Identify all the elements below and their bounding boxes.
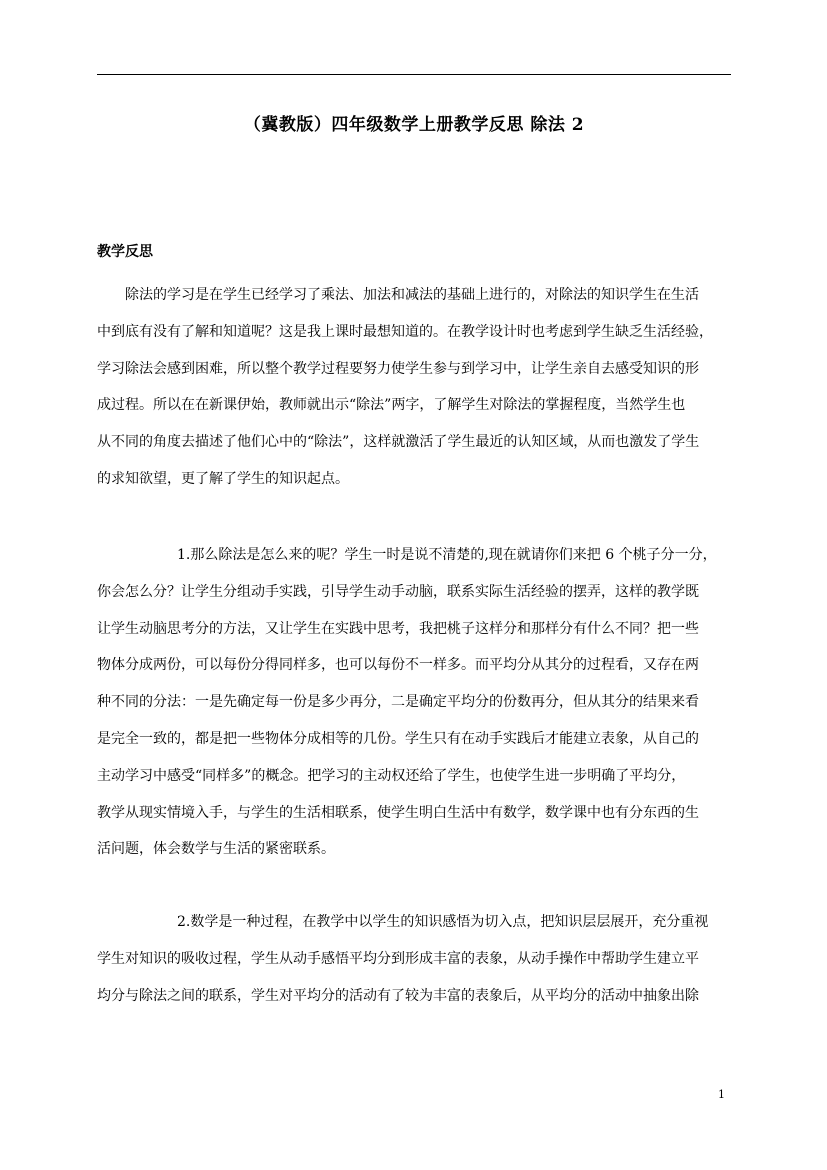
paragraph-line: 除法的学习是在学生已经学习了乘法、加法和减法的基础上进行的，对除法的知识学生在生活 — [125, 287, 699, 303]
paragraph-line: 活问题，体会数学与生活的紧密联系。 — [97, 841, 335, 858]
paragraph-2 — [97, 543, 731, 874]
section-heading: 教学反思 — [97, 244, 153, 260]
paragraph-line: 是完全一致的，都是把一些物体分成相等的几份。学生只有在动手实践后才能建立表象，从自己的 — [97, 730, 699, 747]
document-title: （冀教版）四年级数学上册教学反思 除法 2 — [243, 115, 585, 135]
paragraph-line: 教学从现实情境入手，与学生的生活相联系，使学生明白生活中有数学，数学课中也有分东西的生 — [97, 804, 699, 821]
paragraph-line: 主动学习中感受“同样多”的概念。把学习的主动权还给了学生，也使学生进一步明确了平均分， — [97, 767, 686, 784]
page-number: 1 — [718, 1088, 725, 1101]
paragraph-line: 中到底有没有了解和知道呢？这是我上课时最想知道的。在教学设计时也考虑到学生缺乏生活经验， — [97, 323, 713, 340]
paragraph-3 — [97, 910, 731, 1020]
paragraph-line: 1.那么除法是怎么来的呢？学生一时是说不清楚的,现在就请你们来把 6 个桃子分一分， — [177, 547, 717, 563]
paragraph-line: 你会怎么分？让学生分组动手实践，引导学生动手动脑，联系实际生活经验的摆弄，这样的教学既 — [97, 583, 699, 600]
paragraph-1 — [97, 283, 731, 504]
paragraph-line: 学生对知识的吸收过程，学生从动手感悟平均分到形成丰富的表象，从动手操作中帮助学生建立平 — [97, 950, 699, 967]
paragraph-line: 均分与除法之间的联系，学生对平均分的活动有了较为丰富的表象后，从平均分的活动中抽象出除 — [97, 987, 699, 1004]
paragraph-line: 让学生动脑思考分的方法，又让学生在实践中思考，我把桃子这样分和那样分有什么不同？把一些 — [97, 620, 699, 637]
header-rule — [97, 74, 731, 75]
paragraph-line: 从不同的角度去描述了他们心中的“除法”，这样就激活了学生最近的认知区域，从而也激发了学生 — [97, 434, 700, 451]
paragraph-line: 2.数学是一种过程，在教学中以学生的知识感悟为切入点，把知识层层展开，充分重视 — [177, 914, 709, 930]
paragraph-line: 的求知欲望，更了解了学生的知识起点。 — [97, 470, 349, 487]
paragraph-line: 成过程。所以在在新课伊始，教师就出示“除法”两字，了解学生对除法的掌握程度，当然学生也 — [97, 397, 686, 414]
paragraph-line: 种不同的分法：一是先确定每一份是多少再分，二是确定平均分的份数再分，但从其分的结果来看 — [97, 694, 699, 711]
paragraph-line: 学习除法会感到困难，所以整个教学过程要努力使学生参与到学习中，让学生亲自去感受知识的形 — [97, 360, 699, 377]
paragraph-line: 物体分成两份，可以每份分得同样多，也可以每份不一样多。而平均分从其分的过程看，又存在两 — [97, 657, 699, 674]
